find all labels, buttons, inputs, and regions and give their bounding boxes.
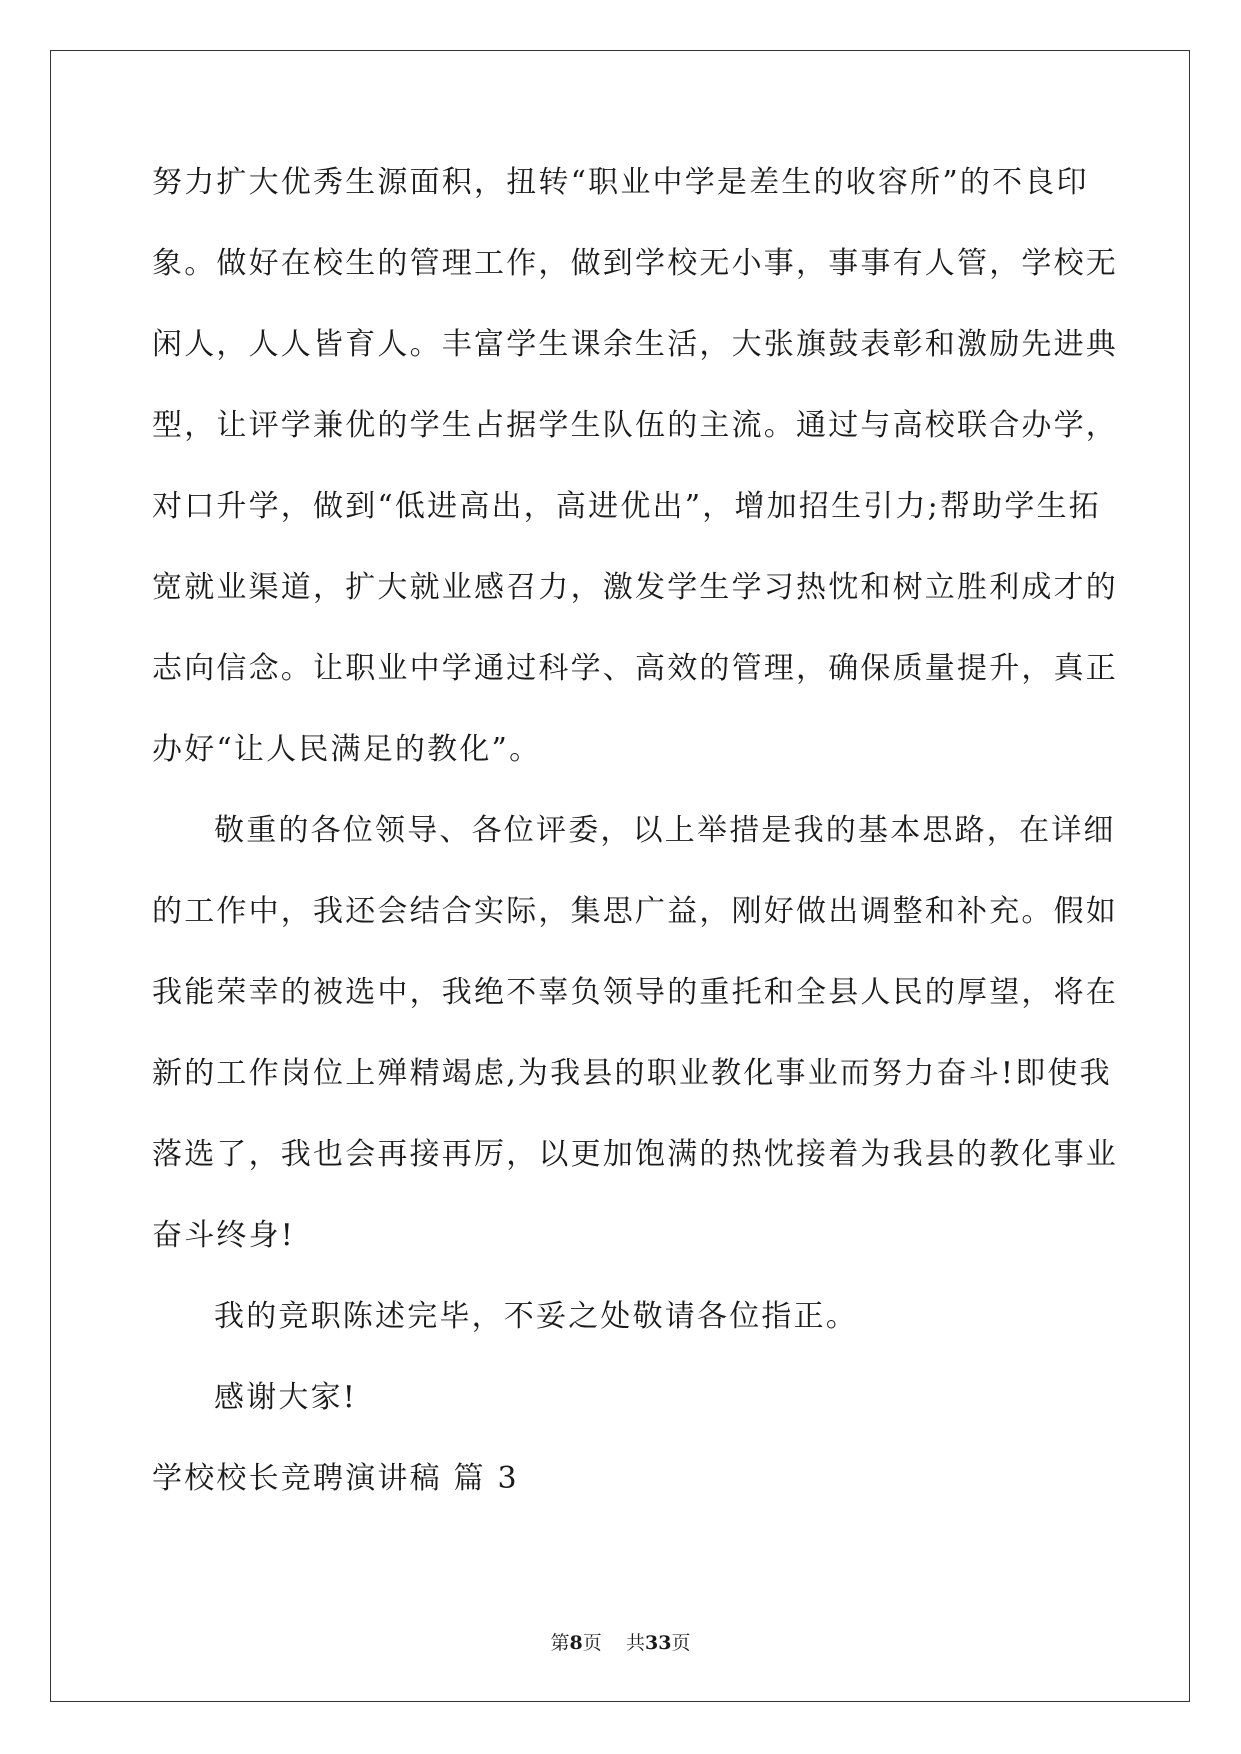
text-line: 宽就业渠道，扩大就业感召力，激发学生学习热忱和树立胜利成才的 — [152, 570, 1118, 605]
text-line: 象。做好在校生的管理工作，做到学校无小事，事事有人管，学校无 — [152, 246, 1118, 281]
total-page-number: 33 — [644, 1632, 672, 1654]
text-line: 志向信念。让职业中学通过科学、高效的管理，确保质量提升，真正 — [152, 651, 1118, 686]
document-body — [152, 155, 1118, 1532]
text-line: 型，让评学兼优的学生占据学生队伍的主流。通过与高校联合办学， — [152, 408, 1118, 443]
paragraph-start-line: 敬重的各位领导、各位评委，以上举措是我的基本思路，在详细 — [214, 813, 1116, 848]
thanks-line: 感谢大家! — [214, 1380, 358, 1415]
footer-page-suffix: 页 — [582, 1632, 602, 1654]
text-line: 努力扩大优秀生源面积，扭转“职业中学是差生的收容所”的不良印 — [152, 165, 1089, 200]
current-page-number: 8 — [569, 1632, 583, 1654]
footer-total-suffix: 页 — [671, 1632, 691, 1654]
page-footer — [0, 1628, 1241, 1655]
text-line: 闲人，人人皆育人。丰富学生课余生活，大张旗鼓表彰和激励先进典 — [152, 327, 1118, 362]
text-line: 的工作中，我还会结合实际，集思广益，刚好做出调整和补充。假如 — [152, 894, 1118, 929]
footer-total-prefix: 共 — [625, 1632, 645, 1654]
footer-prefix: 第 — [550, 1632, 570, 1654]
text-line: 新的工作岗位上殚精竭虑,为我县的职业教化事业而努力奋斗!即使我 — [152, 1056, 1112, 1091]
text-line: 对口升学，做到“低进高出，高进优出”，增加招生引力;帮助学生拓 — [152, 489, 1101, 524]
text-line: 我能荣幸的被选中，我绝不辜负领导的重托和全县人民的厚望，将在 — [152, 975, 1118, 1010]
text-line: 办好“让人民满足的教化”。 — [152, 732, 542, 767]
text-line: 落选了，我也会再接再厉，以更加饱满的热忱接着为我县的教化事业 — [152, 1137, 1118, 1172]
section-heading: 学校校长竞聘演讲稿 篇 3 — [152, 1461, 519, 1496]
closing-statement: 我的竞职陈述完毕，不妥之处敬请各位指正。 — [214, 1299, 858, 1334]
text-line: 奋斗终身! — [152, 1218, 296, 1253]
